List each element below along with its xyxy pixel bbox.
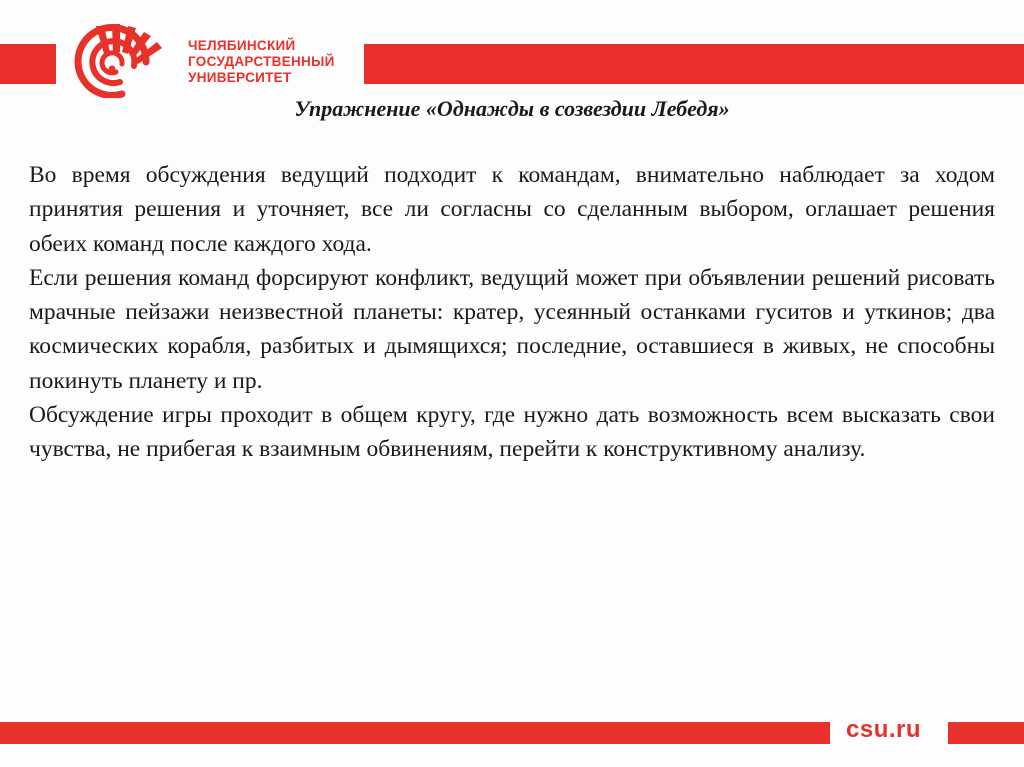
paragraph: Обсуждение игры проходит в общем кругу, где нужно дать возможность всем высказать свои чувства, не прибегая к взаимным обвинениям, перейти к конструктивному анализу. bbox=[29, 402, 995, 463]
footer-bar-left bbox=[0, 722, 830, 744]
university-name-line: ГОСУДАРСТВЕННЫЙ bbox=[188, 54, 335, 69]
site-link[interactable]: csu.ru bbox=[846, 716, 922, 743]
university-name bbox=[188, 38, 335, 86]
paragraph: Во время обсуждения ведущий подходит к командам, внимательно наблюдает за ходом принятия решения и уточняет, все ли согласны со сделанным выбором, оглашает решения обеих команд после каждого хода. bbox=[29, 162, 995, 257]
slide-body bbox=[29, 158, 995, 467]
university-name-line: ЧЕЛЯБИНСКИЙ bbox=[188, 38, 296, 53]
csu-spiral-logo-icon bbox=[62, 22, 184, 98]
paragraph: Если решения команд форсируют конфликт, ведущий может при объявлении решений рисовать мрачные пейзажи неизвестной планеты: кратер, усеянный останками гуситов и уткинов; два космических корабля, разбитых и дымящихся; последние, оставшиеся в живых, не способны покинуть планету и пр. bbox=[29, 264, 995, 394]
header-bar-right bbox=[364, 44, 1024, 84]
footer-bar-right bbox=[948, 722, 1024, 744]
header-bar-left bbox=[0, 44, 56, 84]
slide-title: Упражнение «Однажды в созвездии Лебедя» bbox=[294, 96, 730, 121]
university-name-line: УНИВЕРСИТЕТ bbox=[188, 70, 292, 85]
